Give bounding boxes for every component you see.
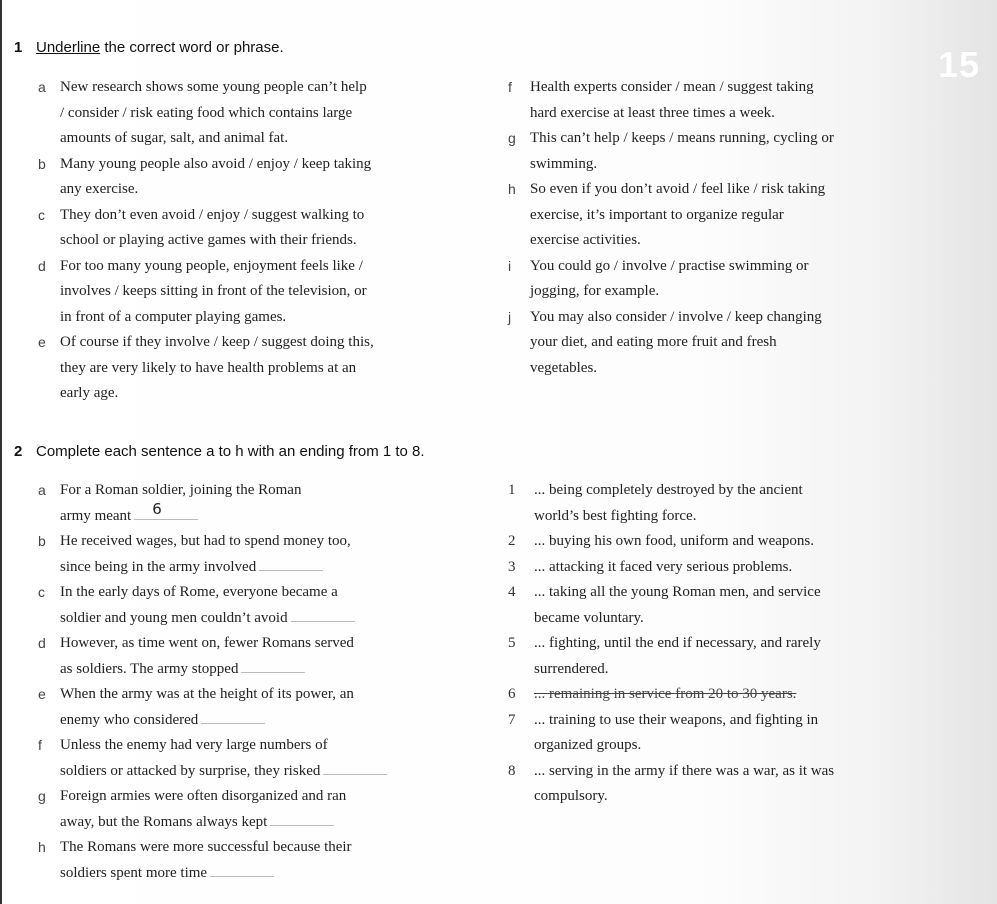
ending-line: ... remaining in service from 20 to 30 years. [534,686,797,702]
ending-8 [508,759,948,810]
item-line: in front of a computer playing games. [60,308,287,325]
exercise-2-heading [14,443,425,460]
item-line: since being in the army involved [60,558,257,575]
answer-blank[interactable] [270,811,334,826]
ending-number: 4 [508,584,516,600]
item-line: For a Roman soldier, joining the Roman [60,482,302,498]
answer-blank[interactable] [210,862,274,877]
item-line: Health experts consider / mean / suggest taking [530,79,814,95]
item-line: hard exercise at least three times a week. [530,104,775,121]
ending-line: became voluntary. [534,609,644,626]
item-line: / consider / risk eating food which contains large [60,104,353,121]
exercise-2-left-column [38,478,498,886]
item-line: New research shows some young people can’t help [60,79,367,95]
item-line: vegetables. [530,359,598,376]
ending-7 [508,708,948,759]
item-letter: f [38,737,42,753]
ending-line: ... training to use their weapons, and fighting in [534,711,819,728]
item-line: He received wages, but had to spend money too, [60,533,351,549]
ending-line: ... taking all the young Roman men, and service [534,584,821,600]
ex1-item-c [38,203,488,254]
item-line: any exercise. [60,181,139,197]
item-line: soldiers spent more time [60,864,208,881]
exercise-1-title: the correct word or phrase. [100,39,284,56]
item-line: So even if you don’t avoid / feel like / risk taking [530,181,826,197]
item-letter: i [508,257,512,274]
ex2-item-a [38,478,498,529]
answer-blank[interactable] [259,556,323,571]
ex1-item-d [38,254,488,331]
ex2-item-c [38,580,498,631]
ending-line: ... being completely destroyed by the ancient [534,482,803,498]
ex2-item-b [38,529,498,580]
item-letter: b [38,155,46,172]
item-letter: g [38,788,46,804]
item-letter: c [38,584,45,600]
item-letter: a [38,482,46,498]
ending-4 [508,580,948,631]
item-line: In the early days of Rome, everyone became a [60,584,338,600]
item-line: soldier and young men couldn’t avoid [60,609,288,626]
item-line: early age. [60,385,119,401]
item-letter: b [38,533,46,549]
exercise-1-number: 1 [14,39,23,56]
item-letter: e [38,686,46,702]
exercise-2-right-column [508,478,948,810]
item-line: exercise, it’s important to organize regular [530,206,784,223]
item-line: However, as time went on, fewer Romans served [60,635,354,651]
ending-number: 8 [508,762,516,779]
item-line: The Romans were more successful because their [60,839,352,855]
answer-text: 6 [152,499,162,518]
ex1-item-e [38,330,488,407]
item-letter: d [38,635,46,651]
item-line: This can’t help / keeps / means running, cycling or [530,130,834,146]
ending-line: organized groups. [534,737,642,753]
page-left-edge [0,0,2,904]
item-letter: h [508,181,516,197]
item-letter: f [508,79,512,95]
exercise-2-number: 2 [14,443,23,460]
item-line: For too many young people, enjoyment feels like / [60,257,363,274]
item-line: away, but the Romans always kept [60,813,268,830]
ending-line: world’s best fighting force. [534,507,697,524]
item-line: amounts of sugar, salt, and animal fat. [60,130,289,146]
item-letter: d [38,257,46,274]
ex1-item-j [508,305,928,382]
ex1-item-a [38,75,488,152]
ex1-item-g [508,126,928,177]
item-line: Unless the enemy had very large numbers of [60,737,328,753]
ending-number: 6 [508,686,516,702]
ending-5 [508,631,948,682]
item-letter: c [38,206,45,223]
item-line: they are very likely to have health problems at an [60,359,357,376]
answer-blank[interactable] [323,760,387,775]
ending-number: 5 [508,635,516,651]
ending-line: ... fighting, until the end if necessary, and rarely [534,635,821,651]
ending-line: surrendered. [534,660,609,677]
item-line: Many young people also avoid / enjoy / keep taking [60,155,372,172]
item-letter: g [508,130,516,146]
item-line: They don’t even avoid / enjoy / suggest walking to [60,206,365,223]
ending-line: compulsory. [534,788,608,804]
answer-blank[interactable] [291,607,355,622]
ex2-item-d [38,631,498,682]
ending-line: ... buying his own food, uniform and weapons. [534,533,814,549]
ending-line: ... attacking it faced very serious problems. [534,558,793,575]
item-line: Of course if they involve / keep / suggest doing this, [60,334,374,350]
ex2-item-f [38,733,498,784]
item-line: swimming. [530,155,598,172]
exercise-1-title-underlined: Underline [36,39,101,56]
item-line: Foreign armies were often disorganized and ran [60,788,347,804]
ex1-item-h [508,177,928,254]
ending-1 [508,478,948,529]
ex2-item-h [38,835,498,886]
ending-3 [508,555,948,581]
item-line: exercise activities. [530,232,641,248]
answer-blank[interactable] [201,709,265,724]
item-line: jogging, for example. [530,283,660,299]
item-line: school or playing active games with their friends. [60,232,357,248]
item-line: army meant [60,507,132,524]
item-letter: e [38,334,46,350]
item-letter: a [38,79,46,95]
answer-blank[interactable] [241,658,305,673]
answer-blank[interactable] [134,499,198,520]
ex2-item-g [38,784,498,835]
ex1-item-i [508,254,928,305]
item-letter: h [38,839,46,855]
item-line: When the army was at the height of its power, an [60,686,354,702]
ex1-item-b [38,152,488,203]
exercise-1-heading [14,39,284,56]
item-line: as soldiers. The army stopped [60,660,239,677]
ending-2 [508,529,948,555]
ex1-item-f [508,75,928,126]
ending-line: ... serving in the army if there was a war, as it was [534,762,835,779]
page-number: 15 [938,44,981,85]
exercise-1-left-column [38,75,488,407]
item-line: You may also consider / involve / keep changing [530,308,822,325]
item-line: soldiers or attacked by surprise, they risked [60,762,321,779]
item-line: involves / keeps sitting in front of the television, or [60,283,367,299]
ending-6-struck [508,682,948,708]
ending-number: 1 [508,482,516,498]
ending-number: 3 [508,558,516,575]
exercise-1-right-column [508,75,928,381]
item-line: your diet, and eating more fruit and fresh [530,334,777,350]
ending-number: 7 [508,711,516,728]
item-letter: j [508,308,512,325]
ex2-item-e [38,682,498,733]
exercise-2-title: Complete each sentence a to h with an ending from 1 to 8. [36,443,425,460]
ending-number: 2 [508,533,516,549]
item-line: enemy who considered [60,711,199,728]
item-line: You could go / involve / practise swimming or [530,257,809,274]
